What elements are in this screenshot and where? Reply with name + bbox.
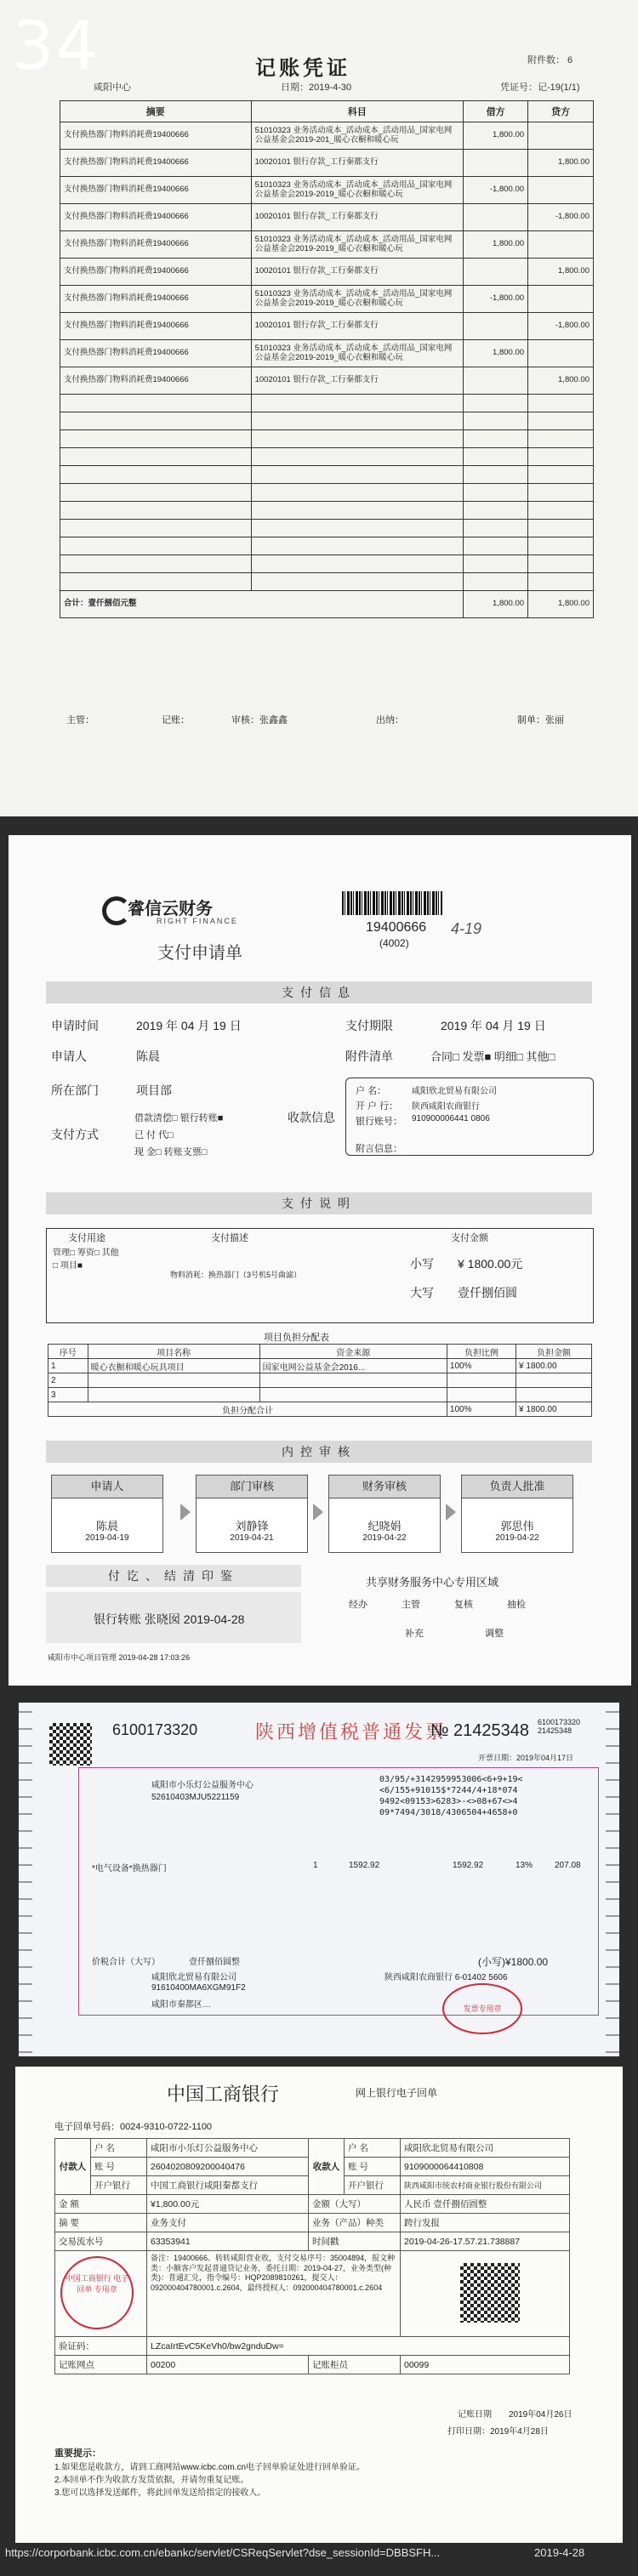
amount-label: 金 额 — [55, 2195, 147, 2214]
alloc-cell: 3 — [48, 1388, 88, 1402]
alloc-col: 项目名称 — [88, 1345, 259, 1359]
voucher-row — [60, 150, 594, 177]
note: 备注：19400666。转转咸阳营业收，支付交易序号：35004894，报文种类：小额客户发起普通贷记业务，委托日期：2019-04-27，业务类型(种类)：普通汇兑，指令编号：HQP2089810261，提交人：092000404780001.c.2604，最终授权人：092000404780001.c.2604 — [147, 2251, 401, 2337]
alloc-cell — [259, 1373, 447, 1388]
col-account: 科目 — [251, 101, 464, 122]
payee-acct-label: 账 号 — [345, 2158, 401, 2176]
alloc-header-row — [48, 1345, 592, 1359]
payee-name: 咸阳欣北贸易有限公司 — [401, 2139, 570, 2158]
voucher-row — [60, 367, 594, 395]
stamp-cell — [55, 2251, 147, 2337]
voucher-empty-row — [60, 395, 594, 412]
record-date: 2019年04月26日 — [509, 2410, 572, 2420]
receipt-row-note — [55, 2251, 570, 2337]
teller: 00099 — [401, 2356, 570, 2374]
voucher-summary: 支付换热器门物料消耗费19400666 — [60, 340, 252, 367]
invoice-title: 陕西增值税普通发票 — [255, 1722, 447, 1743]
invoice-code: 6100173320 — [112, 1721, 198, 1738]
voucher-account: 51010323 业务活动成本_活动成本_活动用品_国家电网公益基金会2019-2019_暖心衣橱和暖心玩 — [251, 231, 464, 259]
barcode-sub: (4002) — [379, 937, 409, 949]
arrow-icon — [313, 1504, 323, 1521]
apply-time-label: 申请时间 — [51, 1019, 99, 1032]
pay-desc-label: 支付描述 — [211, 1233, 248, 1243]
voucher-row — [60, 286, 594, 313]
voucher-total-debit: 1,800.00 — [464, 591, 528, 618]
invoice-page — [19, 1703, 619, 2056]
voucher-credit: -1,800.00 — [528, 204, 594, 231]
alloc-col: 负担比例 — [447, 1345, 516, 1359]
voucher-row — [60, 204, 594, 231]
total-small: (小写)¥1800.00 — [478, 1956, 549, 1968]
pay-use-opts: 管理□ 筹资□ 其他□ 项目■ — [53, 1248, 119, 1271]
tip-item: 1.如果您是收款方，请到工商网站www.icbc.com.cn电子回单验证处进行回单验证。 — [54, 2463, 366, 2472]
alloc-row — [48, 1359, 592, 1373]
flow-head: 部门审核 — [197, 1476, 307, 1498]
col-credit: 贷方 — [528, 101, 594, 122]
voucher-row — [60, 340, 594, 367]
invoice-qr-code — [49, 1723, 92, 1766]
voucher-page — [0, 0, 638, 816]
voucher-empty-row — [60, 537, 594, 555]
voucher-credit — [528, 286, 594, 313]
alloc-cell — [516, 1373, 592, 1388]
voucher-credit — [528, 177, 594, 204]
voucher-credit — [528, 340, 594, 367]
alloc-title: 项目负担分配表 — [264, 1333, 329, 1343]
attach-label: 附件清单 — [345, 1049, 393, 1063]
section-pay-info: 支付信息 — [46, 981, 592, 1004]
seller-tax: 91610400MA6XGM91F2 — [151, 1983, 246, 1993]
section-approve: 内控审核 — [46, 1441, 592, 1463]
receipt-no: 电子回单号码：0024-9310-0722-1100 — [54, 2122, 213, 2132]
alloc-total-label: 负担分配合计 — [48, 1402, 447, 1417]
alloc-col: 负担金额 — [516, 1345, 592, 1359]
alloc-cell: 国家电网公益基金会2016... — [259, 1359, 447, 1373]
payee-acct: 9109000064410808 — [401, 2158, 570, 2176]
item-qty: 1 — [313, 1861, 318, 1870]
qr-cell — [401, 2251, 570, 2337]
payer-bank-label: 开户银行 — [91, 2176, 147, 2195]
alloc-cell — [447, 1373, 516, 1388]
voucher-debit — [464, 313, 528, 340]
payee-bank-label: 开户银行 — [345, 2176, 401, 2195]
col-debit: 借方 — [464, 101, 528, 122]
voucher-account: 10020101 银行存款_工行秦都支行 — [251, 150, 464, 177]
time: 2019-04-26-17.57.21.738887 — [401, 2232, 570, 2251]
voucher-account: 10020101 银行存款_工行秦都支行 — [251, 204, 464, 231]
big-amt-label: 大写 — [410, 1286, 434, 1299]
seller-bank: 陕西咸阳农商银行 6-01402 5606 — [385, 1973, 508, 1982]
type-label: 摘 要 — [55, 2214, 147, 2232]
voucher-credit: 1,800.00 — [528, 150, 594, 177]
voucher-credit — [528, 122, 594, 150]
rcv-bank: 陕西咸阳农商银行 — [412, 1102, 480, 1112]
flow-name: 纪晓娟 — [367, 1520, 402, 1533]
flow-step — [461, 1475, 573, 1553]
alloc-col: 序号 — [48, 1345, 88, 1359]
voucher-debit: 1,800.00 — [464, 231, 528, 259]
voucher-credit: 1,800.00 — [528, 259, 594, 286]
voucher-debit — [464, 204, 528, 231]
flow-head: 负责人批准 — [462, 1476, 572, 1498]
voucher-attachments: 附件数： 6 — [527, 55, 573, 65]
alloc-total-pct: 100% — [447, 1402, 516, 1417]
tips-title: 重要提示： — [54, 2448, 101, 2459]
rcv-bank-label: 开 户 行： — [356, 1101, 399, 1112]
voucher-total-row — [60, 591, 594, 618]
page-url-date: 2019-4-28 — [534, 2546, 585, 2559]
pay-method-opts-3: 现 金□ 转账支票□ — [134, 1147, 208, 1157]
txn: 63353941 — [147, 2232, 309, 2251]
voucher-account: 51010323 业务活动成本_活动成本_活动用品_国家电网公益基金会2019-2019_暖心衣橱和暖心玩 — [251, 340, 464, 367]
total-big: 壹仟捌佰圆整 — [189, 1958, 240, 1967]
payer-acct: 2604020809200040476 — [147, 2158, 309, 2176]
seller-name: 咸阳欣北贸易有限公司 — [151, 1973, 236, 1982]
voucher-supervisor: 主管： — [66, 715, 94, 725]
buyer-name: 咸阳市小乐灯公益服务中心 — [151, 1781, 253, 1790]
amount-big-label: 金额（大写） — [309, 2195, 401, 2214]
voucher-account: 10020101 银行存款_工行秦都支行 — [251, 313, 464, 340]
pay-method-label: 支付方式 — [51, 1128, 99, 1141]
voucher-account: 51010323 业务活动成本_活动成本_活动用品_国家电网公益基金会2019-201_暖心衣橱和暖心玩 — [251, 122, 464, 150]
alloc-row — [48, 1373, 592, 1388]
shared-item: 复核 — [454, 1600, 473, 1610]
pay-method-opts-2: 已 付 代□ — [134, 1130, 174, 1140]
alloc-cell — [88, 1373, 259, 1388]
voucher-row — [60, 313, 594, 340]
voucher-debit: -1,800.00 — [464, 286, 528, 313]
voucher-debit — [464, 367, 528, 395]
voucher-account: 51010323 业务活动成本_活动成本_活动用品_国家电网公益基金会2019-2019_暖心衣橱和暖心玩 — [251, 286, 464, 313]
shared-title: 共享财务服务中心专用区域 — [366, 1576, 499, 1589]
shared-item: 抽检 — [507, 1600, 526, 1610]
voucher-auditor: 审核：张鑫鑫 — [231, 715, 288, 725]
voucher-empty-row — [60, 448, 594, 466]
flow-date: 2019-04-22 — [362, 1533, 407, 1543]
voucher-bookkeeper: 记账： — [162, 715, 190, 725]
business-label: 业务（产品）种类 — [309, 2214, 401, 2232]
flow-step — [196, 1475, 308, 1553]
bank-receipt-page — [15, 2067, 623, 2543]
alloc-cell: 100% — [447, 1359, 516, 1373]
big-amt: 壹仟捌佰圆 — [458, 1286, 517, 1299]
extra-label: 附言信息： — [356, 1144, 402, 1154]
voucher-credit: -1,800.00 — [528, 313, 594, 340]
pay-desc-box — [46, 1228, 594, 1323]
barcode — [342, 891, 442, 915]
col-summary: 摘要 — [60, 101, 252, 122]
voucher-table — [60, 100, 594, 618]
flow-name: 郭思伟 — [500, 1520, 534, 1533]
buyer-tax: 52610403MJU5221159 — [151, 1793, 240, 1802]
flow-name: 陈晨 — [95, 1520, 118, 1533]
payment-request-page — [9, 835, 631, 1686]
voucher-empty-row — [60, 466, 594, 484]
receipt-table — [54, 2138, 570, 2374]
tip-item: 3.您可以选择发送邮件，将此回单发送给指定的接收人。 — [54, 2488, 266, 2498]
form-title: 支付申请单 — [157, 944, 242, 963]
logo-en: RIGHT FINANCE — [157, 917, 238, 925]
voucher-account: 10020101 银行存款_工行秦都支行 — [251, 259, 464, 286]
record: 00200 — [147, 2356, 309, 2374]
voucher-row — [60, 122, 594, 150]
flow-name: 刘静锋 — [235, 1520, 269, 1533]
type: 业务支付 — [147, 2214, 309, 2232]
voucher-debit: -1,800.00 — [464, 177, 528, 204]
perforation-right — [606, 1703, 619, 2056]
attach-options: 合同□ 发票■ 明细□ 其他□ — [430, 1050, 555, 1063]
voucher-total-label: 合计：壹仟捌佰元整 — [60, 591, 464, 618]
voucher-summary: 支付换热器门物料消耗费19400666 — [60, 204, 252, 231]
verify-label: 验证码： — [55, 2337, 147, 2356]
alloc-row — [48, 1388, 592, 1402]
small-amt: ¥ 1800.00元 — [458, 1257, 523, 1271]
amount-big: 人民币 壹仟捌佰圆整 — [401, 2195, 570, 2214]
voucher-account: 51010323 业务活动成本_活动成本_活动用品_国家电网公益基金会2019-2019_暖心衣橱和暖心玩 — [251, 177, 464, 204]
item-unit-price: 1592.92 — [349, 1861, 380, 1870]
voucher-empty-row — [60, 502, 594, 520]
alloc-cell — [447, 1388, 516, 1402]
voucher-account: 10020101 银行存款_工行秦都支行 — [251, 367, 464, 395]
item-rate: 13% — [516, 1861, 533, 1870]
voucher-empty-row — [60, 412, 594, 430]
voucher-summary: 支付换热器门物料消耗费19400666 — [60, 286, 252, 313]
alloc-cell: ¥ 1800.00 — [516, 1359, 592, 1373]
rcv-name-label: 户 名： — [356, 1086, 387, 1096]
page-url[interactable]: https://corporbank.icbc.com.cn/ebankc/servlet/CSReqServlet?dse_sessionId=DBBSFH... — [5, 2546, 441, 2559]
shared-item: 补充 — [405, 1629, 424, 1639]
voucher-summary: 支付换热器门物料消耗费19400666 — [60, 259, 252, 286]
logo-icon — [102, 896, 131, 925]
alloc-table — [48, 1344, 592, 1417]
business: 跨行发报 — [401, 2214, 570, 2232]
perforation-left — [19, 1703, 32, 2056]
voucher-total-credit: 1,800.00 — [528, 591, 594, 618]
alloc-cell: 1 — [48, 1359, 88, 1373]
voucher-org: 咸阳中心 — [94, 82, 131, 93]
settle-text: 银行转账 张晓囡 2019-04-28 — [94, 1612, 245, 1626]
tip-item: 2.本回单不作为收款方发货依据，并请勿重复记账。 — [54, 2476, 249, 2485]
receipt-row-name — [55, 2139, 570, 2158]
settle-title: 付讫、结清印鉴 — [46, 1565, 301, 1587]
item-name: *电气设备*换热器门 — [92, 1864, 167, 1874]
flow-date: 2019-04-22 — [495, 1533, 539, 1543]
receipt-qr-code — [460, 2263, 520, 2323]
receiver-label: 收款信息 — [288, 1111, 335, 1124]
invoice-date: 开票日期：2019年04月17日 — [478, 1754, 574, 1762]
voucher-debit: 1,800.00 — [464, 340, 528, 367]
receipt-row-verify — [55, 2337, 570, 2356]
alloc-cell — [88, 1388, 259, 1402]
voucher-debit: 1,800.00 — [464, 122, 528, 150]
barcode-number: 19400666 — [366, 920, 427, 935]
rcv-name: 咸阳欣北贸易有限公司 — [412, 1087, 497, 1096]
request-footer: 咸阳市中心项目管理 2019-04-28 17:03:26 — [48, 1653, 191, 1662]
voucher-row — [60, 177, 594, 204]
invoice-number-right: 6100173320 21425348 — [538, 1718, 581, 1735]
arrow-icon — [180, 1504, 191, 1521]
total-label: 价税合计（大写） — [92, 1958, 160, 1967]
applicant-label: 申请人 — [51, 1049, 87, 1063]
voucher-row — [60, 259, 594, 286]
receipt-row-amount — [55, 2195, 570, 2214]
applicant: 陈晨 — [136, 1049, 160, 1063]
dept-label: 所在部门 — [51, 1083, 99, 1097]
voucher-summary: 支付换热器门物料消耗费19400666 — [60, 150, 252, 177]
cipher-area: 03/95/+3142959953006<6+9+19< <6/155+91015$*7244/4+18*074 9492<09153>6283>-<>08+67<>4 09*7494/3018/4306504+4658+0 — [379, 1775, 523, 1817]
pay-term-label: 支付期限 — [345, 1019, 393, 1032]
verify: LZcaIrtEvC5KeVh0/bw2gnduDw= — [147, 2337, 570, 2356]
voucher-summary: 支付换热器门物料消耗费19400666 — [60, 367, 252, 395]
flow-date: 2019-04-19 — [85, 1533, 129, 1543]
voucher-credit: 1,800.00 — [528, 367, 594, 395]
flow-head: 财务审核 — [329, 1476, 440, 1498]
record-date-label: 记账日期 — [458, 2410, 492, 2420]
dept: 项目部 — [136, 1083, 172, 1097]
alloc-cell: 2 — [48, 1373, 88, 1388]
handwritten-note: 4-19 — [451, 920, 482, 937]
print-date: 打印日期：2019年4月28日 — [447, 2427, 549, 2437]
voucher-empty-row — [60, 520, 594, 537]
pay-use-label: 支付用途 — [68, 1233, 105, 1243]
teller-label: 记账柜员 — [309, 2356, 401, 2374]
record-label: 记账网点 — [55, 2356, 147, 2374]
alloc-cell — [516, 1388, 592, 1402]
voucher-summary: 支付换热器门物料消耗费19400666 — [60, 177, 252, 204]
payer-name-label: 户 名 — [91, 2139, 147, 2158]
receipt-title: 网上银行电子回单 — [356, 2087, 438, 2099]
txn-label: 交易流水号 — [55, 2232, 147, 2251]
payer-label: 付款人 — [55, 2139, 91, 2195]
alloc-cell — [259, 1388, 447, 1402]
voucher-summary: 支付换热器门物料消耗费19400666 — [60, 122, 252, 150]
item-tax: 207.08 — [555, 1861, 581, 1870]
voucher-empty-row — [60, 430, 594, 448]
voucher-cashier: 出纳： — [376, 715, 404, 725]
page-number: 34 — [12, 9, 100, 85]
voucher-date: 日期：2019-4-30 — [281, 82, 352, 93]
voucher-summary: 支付换热器门物料消耗费19400666 — [60, 313, 252, 340]
shared-item: 调整 — [485, 1629, 504, 1639]
receipt-stamp: 中国工商银行 电子回单 专用章 — [60, 2256, 134, 2329]
small-amt-label: 小写 — [410, 1257, 434, 1271]
receipt-row-type — [55, 2214, 570, 2232]
voucher-empty-row — [60, 484, 594, 502]
payee-label: 收款人 — [309, 2139, 345, 2195]
payer-acct-label: 账 号 — [91, 2158, 147, 2176]
alloc-col: 资金来源 — [259, 1345, 447, 1359]
invoice-number: № 21425348 — [430, 1721, 529, 1740]
alloc-cell: 暖心衣橱和暖心玩具项目 — [88, 1359, 259, 1373]
flow-head: 申请人 — [52, 1476, 162, 1498]
flow-date: 2019-04-21 — [230, 1533, 274, 1543]
voucher-debit — [464, 259, 528, 286]
section-pay-desc: 支付说明 — [46, 1192, 592, 1214]
apply-time: 2019 年 04 月 19 日 — [136, 1019, 242, 1032]
invoice-stamp: 发票专用章 — [442, 1983, 522, 2034]
receipt-row-txn — [55, 2232, 570, 2251]
logo-text: 睿信云财务 — [128, 900, 213, 918]
alloc-total-row — [48, 1402, 592, 1417]
seller-addr: 咸阳市秦都区… — [151, 2000, 211, 2010]
rcv-acct-label: 银行账号： — [356, 1117, 402, 1127]
arrow-icon — [446, 1504, 456, 1521]
payer-bank: 中国工商银行咸阳秦都支行 — [147, 2176, 309, 2195]
shared-item: 主管 — [402, 1600, 420, 1610]
voucher-row — [60, 231, 594, 259]
pay-term: 2019 年 04 月 19 日 — [441, 1019, 546, 1032]
voucher-debit — [464, 150, 528, 177]
pay-method-opts-1: 借款清偿□ 银行转账■ — [134, 1113, 224, 1123]
pay-amt-label: 支付金额 — [451, 1233, 488, 1243]
bank-name: 中国工商银行 — [167, 2084, 280, 2106]
pay-desc: 物料消耗：换热器门（3号机5号曲滤） — [170, 1271, 302, 1279]
rcv-acct: 910900006441 0806 — [412, 1114, 490, 1123]
voucher-empty-row — [60, 573, 594, 591]
receipt-row-record — [55, 2356, 570, 2374]
voucher-no: 凭证号：记-19(1/1) — [500, 82, 580, 93]
item-amount: 1592.92 — [453, 1861, 484, 1870]
payer-name: 咸阳市小乐灯公益服务中心 — [147, 2139, 309, 2158]
voucher-summary: 支付换热器门物料消耗费19400666 — [60, 231, 252, 259]
tips-list — [54, 2461, 365, 2499]
flow-step — [51, 1475, 163, 1553]
amount: ¥1,800.00元 — [147, 2195, 309, 2214]
voucher-preparer: 制单：张丽 — [517, 715, 564, 725]
payee-name-label: 户 名 — [345, 2139, 401, 2158]
flow-step — [328, 1475, 441, 1553]
alloc-total-amt: ¥ 1800.00 — [516, 1402, 592, 1417]
voucher-title: 记账凭证 — [255, 55, 350, 80]
voucher-empty-row — [60, 555, 594, 573]
shared-item: 经办 — [349, 1600, 367, 1610]
voucher-header-row — [60, 101, 594, 122]
time-label: 时间戳 — [309, 2232, 401, 2251]
voucher-credit — [528, 231, 594, 259]
payee-bank: 陕西咸阳市统农村商业银行股份有限公司 — [401, 2176, 570, 2195]
